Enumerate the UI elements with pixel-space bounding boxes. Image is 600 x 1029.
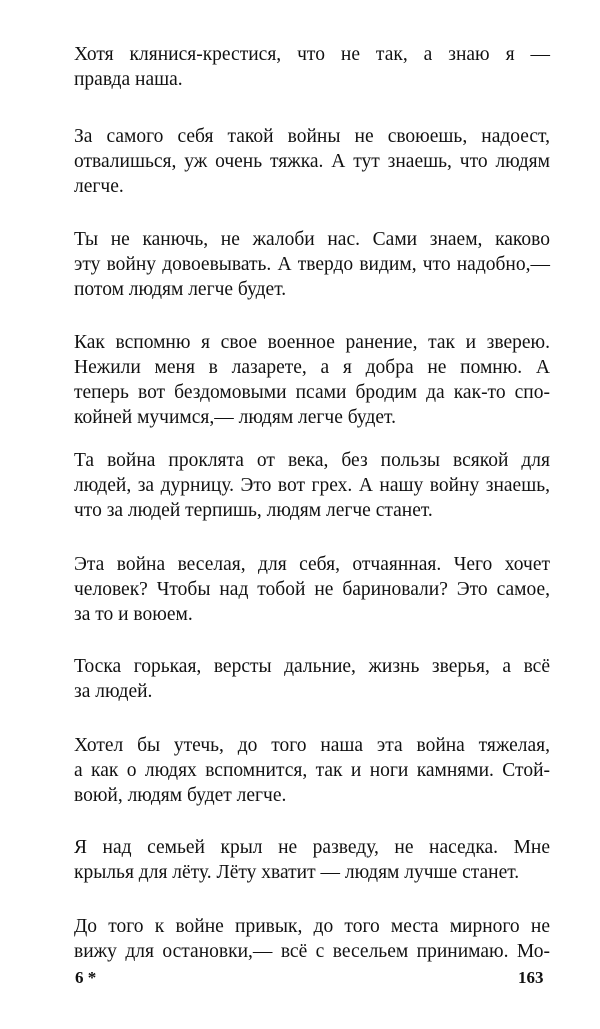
- text-line: Хотел бы утечь, до того наша эта война тяжелая,: [74, 735, 550, 756]
- paragraph-8: [74, 733, 550, 808]
- paragraph-1: [74, 42, 550, 92]
- text-line: а как о людях вспомнится, так и ноги камнями. Стой-: [74, 760, 550, 781]
- paragraph-5: [74, 448, 550, 523]
- text-line: человек? Чтобы над тобой не бариновали? Это самое,: [74, 579, 550, 600]
- text-line: Как вспомню я свое военное ранение, так и зверею.: [74, 332, 550, 353]
- text-line: вижу для остановки,— всё с весельем принимаю. Мо-: [74, 941, 550, 962]
- text-line: правда наша.: [74, 69, 183, 90]
- text-line: за то и воюем.: [74, 604, 193, 625]
- text-line: потом людям легче будет.: [74, 279, 287, 300]
- page-number: 163: [518, 968, 544, 987]
- text-line: Ты не канючь, не жалоби нас. Сами знаем, каково: [74, 229, 550, 250]
- text-line: Нежили меня в лазарете, а я добра не помню. А: [74, 357, 550, 378]
- paragraph-4: [74, 330, 550, 430]
- text-line: за людей.: [74, 681, 153, 702]
- printer-signature-mark: 6 *: [75, 968, 97, 987]
- text-line: что за людей терпишь, людям легче станет.: [74, 500, 433, 521]
- paragraph-6: [74, 552, 550, 627]
- text-line: Тоска горькая, версты дальние, жизнь зверья, а всё: [74, 656, 550, 677]
- text-line: воюй, людям будет легче.: [74, 785, 287, 806]
- text-line: За самого себя такой войны не своюешь, надоест,: [74, 126, 550, 147]
- text-line: До того к войне привык, до того места мирного не: [74, 916, 550, 937]
- text-line: Я над семьей крыл не разведу, не наседка. Мне: [74, 837, 550, 858]
- paragraph-9: [74, 835, 550, 885]
- text-line: Эта война веселая, для себя, отчаянная. Чего хочет: [74, 554, 550, 575]
- text-line: крылья для лёту. Лёту хватит — людям лучше станет.: [74, 862, 520, 883]
- paragraph-2: [74, 124, 550, 199]
- text-line: легче.: [74, 176, 124, 197]
- paragraph-10: [74, 914, 550, 964]
- text-line: отвалишься, уж очень тяжка. А тут знаешь, что людям: [74, 151, 550, 172]
- paragraph-7: [74, 654, 550, 704]
- text-line: койней мучимся,— людям легче будет.: [74, 407, 396, 428]
- text-line: Та война проклята от века, без пользы всякой для: [74, 450, 550, 471]
- text-line: теперь вот бездомовыми псами бродим да как-то спо-: [74, 382, 550, 403]
- text-line: эту войну довоевывать. А твердо видим, что надобно,—: [74, 254, 550, 275]
- text-line: Хотя клянися-крестися, что не так, а знаю я —: [74, 44, 550, 65]
- paragraph-3: [74, 227, 550, 302]
- text-line: людей, за дурницу. Это вот грех. А нашу войну знаешь,: [74, 475, 550, 496]
